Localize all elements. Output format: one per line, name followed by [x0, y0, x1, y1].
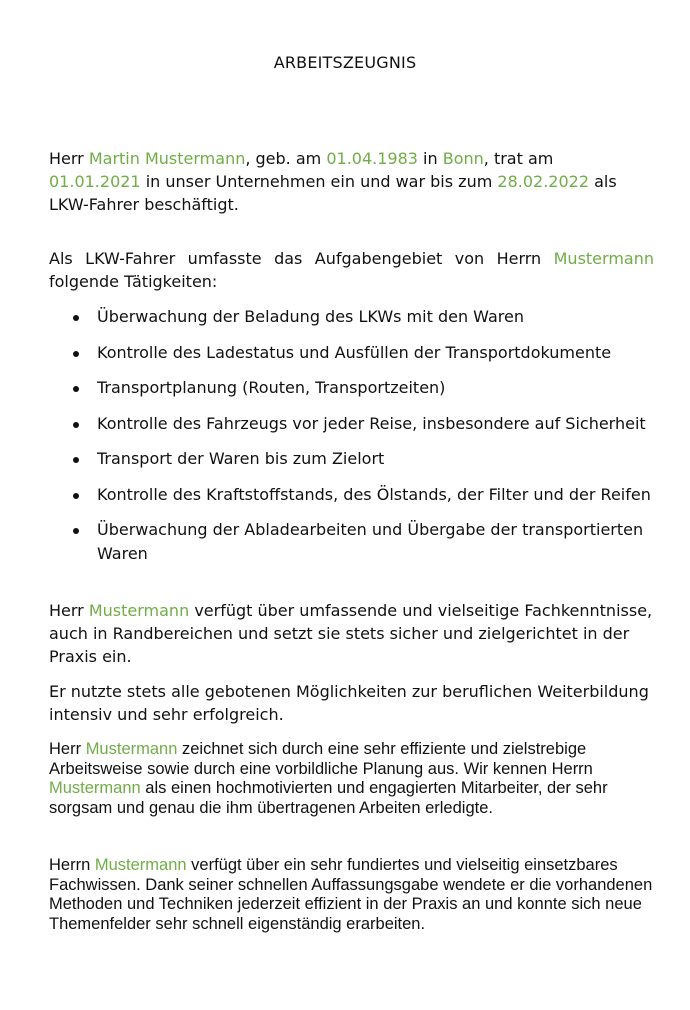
- intro-in: in: [423, 149, 438, 168]
- task-item: Kontrolle des Ladestatus und Ausfüllen der Transportdokumente: [49, 341, 659, 365]
- intro-end: als LKW-Fahrer beschäftigt.: [49, 172, 617, 214]
- workstyle-text1: zeichnet sich durch eine sehr effiziente und zielstrebige Arbeitsweise sowie durch eine vorbildliche Planung aus. Wir kennen Herrn: [49, 740, 593, 778]
- expertise-text: verfügt über ein sehr fundiertes und vielseitig einsetzbares Fachwissen. Dank seiner schnellen Auffassungsgabe wendete er die vorhandenen Methoden und Techniken jederzeit effizient in der Praxis an und konnte sich neue Themenfelder sehr schnell eigenständig erarbeiten.: [49, 856, 653, 933]
- task-item: Kontrolle des Kraftstoffstands, des Ölstands, der Filter und der Reifen: [49, 483, 659, 507]
- knowledge-herr: Herr: [49, 601, 84, 620]
- knowledge-name: Mustermann: [88, 601, 190, 620]
- task-item: Transportplanung (Routen, Transportzeiten): [49, 376, 659, 400]
- knowledge-text: verfügt über umfassende und vielseitige Fachkenntnisse, auch in Randbereichen und setzt sie stets sicher und zielgerichtet in der Praxis ein.: [49, 601, 653, 666]
- task-item: Kontrolle des Fahrzeugs vor jeder Reise, insbesondere auf Sicherheit: [49, 412, 659, 436]
- task-item: Überwachung der Abladearbeiten und Übergabe der transportierten Waren: [49, 518, 659, 566]
- document-title: ARBEITSZEUGNIS: [273, 53, 417, 72]
- intro-trat: , trat am: [483, 149, 554, 168]
- workstyle-name: Mustermann: [85, 740, 178, 758]
- start-date: 01.01.2021: [49, 172, 141, 191]
- intro-middle: in unser Unternehmen ein und war bis zum: [145, 172, 493, 191]
- birth-date: 01.04.1983: [326, 149, 418, 168]
- end-date: 28.02.2022: [497, 172, 589, 191]
- task-item: Transport der Waren bis zum Zielort: [49, 447, 659, 471]
- workstyle-paragraph: [49, 740, 654, 818]
- intro-geb: , geb. am: [245, 149, 322, 168]
- birth-city: Bonn: [442, 149, 484, 168]
- workstyle-herr: Herr: [49, 740, 82, 758]
- task-list: [49, 305, 659, 578]
- tasks-intro-paragraph: [49, 247, 654, 293]
- expertise-paragraph: [49, 856, 654, 934]
- intro-paragraph: [49, 147, 654, 216]
- training-paragraph: Er nutzte stets alle gebotenen Möglichkeiten zur beruflichen Weiterbildung intensiv und sehr erfolgreich.: [49, 682, 649, 724]
- tasks-intro-name: Mustermann: [553, 249, 654, 268]
- tasks-intro-text: Als LKW-Fahrer umfasste das Aufgabengebiet von Herrn: [49, 249, 542, 268]
- workstyle-text2: als einen hochmotivierten und engagierten Mitarbeiter, der sehr sorgsam und genau die ihm übertragenen Arbeiten erledigte.: [49, 779, 608, 817]
- workstyle-name2: Mustermann: [49, 779, 141, 797]
- tasks-intro-end: folgende Tätigkeiten:: [49, 272, 218, 291]
- task-item: Überwachung der Beladung des LKWs mit den Waren: [49, 305, 659, 329]
- expertise-herrn: Herrn: [49, 856, 91, 874]
- employee-name: Martin Mustermann: [88, 149, 246, 168]
- expertise-name: Mustermann: [94, 856, 187, 874]
- intro-herr: Herr: [49, 149, 84, 168]
- knowledge-paragraph: [49, 599, 654, 668]
